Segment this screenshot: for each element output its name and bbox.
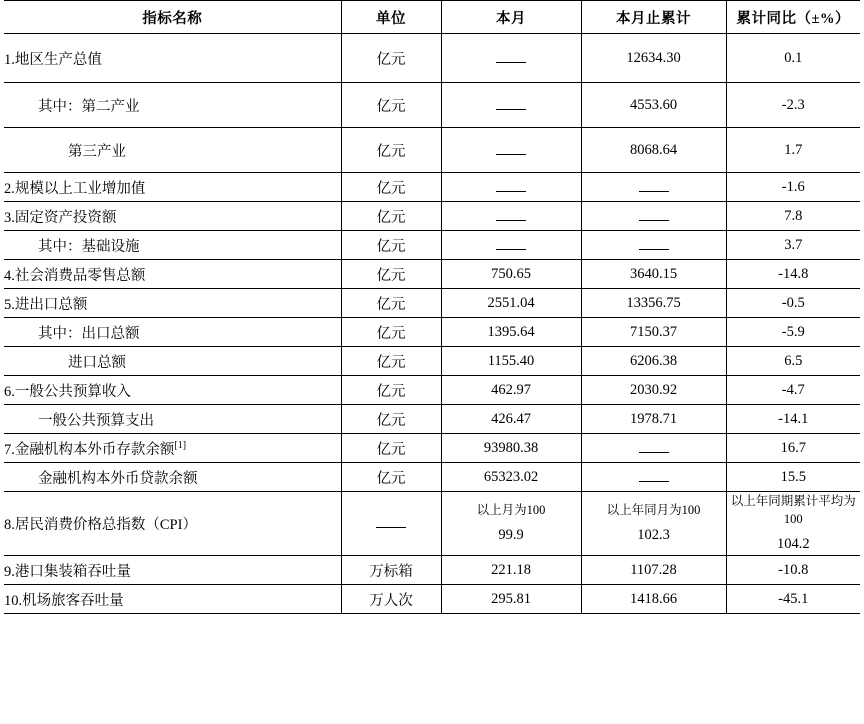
dash-mark — [496, 101, 526, 110]
row-unit: 万标箱 — [341, 556, 441, 585]
table-row — [4, 173, 860, 202]
row-unit: 亿元 — [341, 463, 441, 492]
row-unit: 亿元 — [341, 128, 441, 173]
row-yoy-value: 0.1 — [726, 34, 860, 83]
table-row — [4, 434, 860, 463]
cpi-basis-label: 以上年同期累计平均为100 — [730, 494, 856, 527]
row-unit: 亿元 — [341, 376, 441, 405]
cpi-value: 104.2 — [776, 536, 810, 553]
table-body — [4, 34, 860, 614]
column-header-cumulative: 本月止累计 — [581, 1, 726, 34]
row-cumulative-value: 13356.75 — [581, 289, 726, 318]
table-row — [4, 83, 860, 128]
table-row — [4, 347, 860, 376]
row-month-value: 2551.04 — [441, 289, 581, 318]
row-unit: 亿元 — [341, 347, 441, 376]
row-cumulative-value: 3640.15 — [581, 260, 726, 289]
row-yoy-value: 16.7 — [726, 434, 860, 463]
row-cumulative-value: 7150.37 — [581, 318, 726, 347]
row-month-value: 750.65 — [441, 260, 581, 289]
row-indicator-name: 4.社会消费品零售总额 — [4, 260, 341, 289]
row-unit: 亿元 — [341, 34, 441, 83]
row-indicator-name: 进口总额 — [4, 347, 341, 376]
row-yoy-value: 6.5 — [726, 347, 860, 376]
row-yoy-value: -10.8 — [726, 556, 860, 585]
row-unit: 亿元 — [341, 83, 441, 128]
row-unit: 亿元 — [341, 202, 441, 231]
table-row — [4, 556, 860, 585]
row-month-value: 295.81 — [441, 585, 581, 614]
row-yoy-value: 1.7 — [726, 128, 860, 173]
row-indicator-name: 第三产业 — [4, 128, 341, 173]
row-month-value — [441, 492, 581, 556]
row-cumulative-value: 8068.64 — [581, 128, 726, 173]
dash-mark — [639, 183, 669, 192]
row-yoy-value: -5.9 — [726, 318, 860, 347]
row-indicator-name: 其中：出口总额 — [4, 318, 341, 347]
row-yoy-value: -4.7 — [726, 376, 860, 405]
row-unit: 亿元 — [341, 289, 441, 318]
dash-mark — [639, 444, 669, 453]
row-yoy-value — [726, 492, 860, 556]
cpi-basis-label: 以上月为100 — [476, 503, 546, 518]
row-indicator-name: 5.进出口总额 — [4, 289, 341, 318]
row-indicator-name: 8.居民消费价格总指数（CPI） — [4, 492, 341, 556]
row-indicator-name: 10.机场旅客吞吐量 — [4, 585, 341, 614]
row-indicator-name: 金融机构本外币贷款余额 — [4, 463, 341, 492]
row-month-value: 426.47 — [441, 405, 581, 434]
table-row — [4, 202, 860, 231]
row-indicator-name: 其中：第二产业 — [4, 83, 341, 128]
row-month-value: 462.97 — [441, 376, 581, 405]
column-header-month: 本月 — [441, 1, 581, 34]
row-cumulative-value — [581, 434, 726, 463]
column-header-unit: 单位 — [341, 1, 441, 34]
row-cumulative-value: 1978.71 — [581, 405, 726, 434]
row-month-value — [441, 173, 581, 202]
row-cumulative-value: 6206.38 — [581, 347, 726, 376]
cpi-value: 99.9 — [498, 527, 524, 544]
table-row — [4, 405, 860, 434]
dash-mark — [496, 54, 526, 63]
table-row — [4, 463, 860, 492]
row-unit: 亿元 — [341, 231, 441, 260]
header-row — [4, 1, 860, 34]
row-yoy-value: 3.7 — [726, 231, 860, 260]
row-cumulative-value — [581, 492, 726, 556]
row-yoy-value: -14.1 — [726, 405, 860, 434]
row-cumulative-value: 12634.30 — [581, 34, 726, 83]
row-indicator-name: 7.金融机构本外币存款余额[1] — [4, 434, 341, 463]
dash-mark — [496, 241, 526, 250]
row-unit: 亿元 — [341, 260, 441, 289]
row-indicator-name: 一般公共预算支出 — [4, 405, 341, 434]
row-cumulative-value — [581, 463, 726, 492]
row-month-value — [441, 83, 581, 128]
table-row — [4, 260, 860, 289]
table-header — [4, 1, 860, 34]
footnote-marker: [1] — [174, 439, 187, 451]
table-row — [4, 318, 860, 347]
table-row — [4, 34, 860, 83]
dash-mark — [376, 519, 406, 528]
row-cumulative-value — [581, 202, 726, 231]
table-row — [4, 289, 860, 318]
row-cumulative-value: 2030.92 — [581, 376, 726, 405]
row-month-value: 221.18 — [441, 556, 581, 585]
cpi-value: 102.3 — [637, 527, 670, 544]
column-header-yoy: 累计同比（±%） — [726, 1, 860, 34]
row-cumulative-value: 4553.60 — [581, 83, 726, 128]
table-row — [4, 231, 860, 260]
row-month-value — [441, 231, 581, 260]
dash-mark — [639, 241, 669, 250]
row-yoy-value: -0.5 — [726, 289, 860, 318]
row-cumulative-value: 1418.66 — [581, 585, 726, 614]
dash-mark — [496, 212, 526, 221]
row-month-value: 65323.02 — [441, 463, 581, 492]
table-row — [4, 492, 860, 556]
statistics-table — [4, 0, 860, 614]
table-row — [4, 128, 860, 173]
column-header-name: 指标名称 — [4, 1, 341, 34]
row-indicator-name: 9.港口集装箱吞吐量 — [4, 556, 341, 585]
row-yoy-value: -14.8 — [726, 260, 860, 289]
dash-mark — [496, 183, 526, 192]
row-cumulative-value — [581, 231, 726, 260]
row-cumulative-value: 1107.28 — [581, 556, 726, 585]
row-unit: 亿元 — [341, 318, 441, 347]
table-row — [4, 585, 860, 614]
row-month-value: 1155.40 — [441, 347, 581, 376]
dash-mark — [496, 146, 526, 155]
row-yoy-value: -45.1 — [726, 585, 860, 614]
row-indicator-name: 3.固定资产投资额 — [4, 202, 341, 231]
row-cumulative-value — [581, 173, 726, 202]
row-month-value: 93980.38 — [441, 434, 581, 463]
row-yoy-value: 7.8 — [726, 202, 860, 231]
cpi-basis-label: 以上年同月为100 — [606, 503, 701, 518]
row-unit — [341, 492, 441, 556]
dash-mark — [639, 473, 669, 482]
row-unit: 亿元 — [341, 405, 441, 434]
row-month-value — [441, 202, 581, 231]
row-yoy-value: 15.5 — [726, 463, 860, 492]
row-indicator-name: 1.地区生产总值 — [4, 34, 341, 83]
row-yoy-value: -2.3 — [726, 83, 860, 128]
row-yoy-value: -1.6 — [726, 173, 860, 202]
row-month-value — [441, 34, 581, 83]
row-unit: 亿元 — [341, 434, 441, 463]
row-month-value — [441, 128, 581, 173]
row-month-value: 1395.64 — [441, 318, 581, 347]
row-indicator-name: 其中：基础设施 — [4, 231, 341, 260]
row-unit: 万人次 — [341, 585, 441, 614]
row-indicator-name: 6.一般公共预算收入 — [4, 376, 341, 405]
dash-mark — [639, 212, 669, 221]
row-indicator-name: 2.规模以上工业增加值 — [4, 173, 341, 202]
table-row — [4, 376, 860, 405]
row-unit: 亿元 — [341, 173, 441, 202]
